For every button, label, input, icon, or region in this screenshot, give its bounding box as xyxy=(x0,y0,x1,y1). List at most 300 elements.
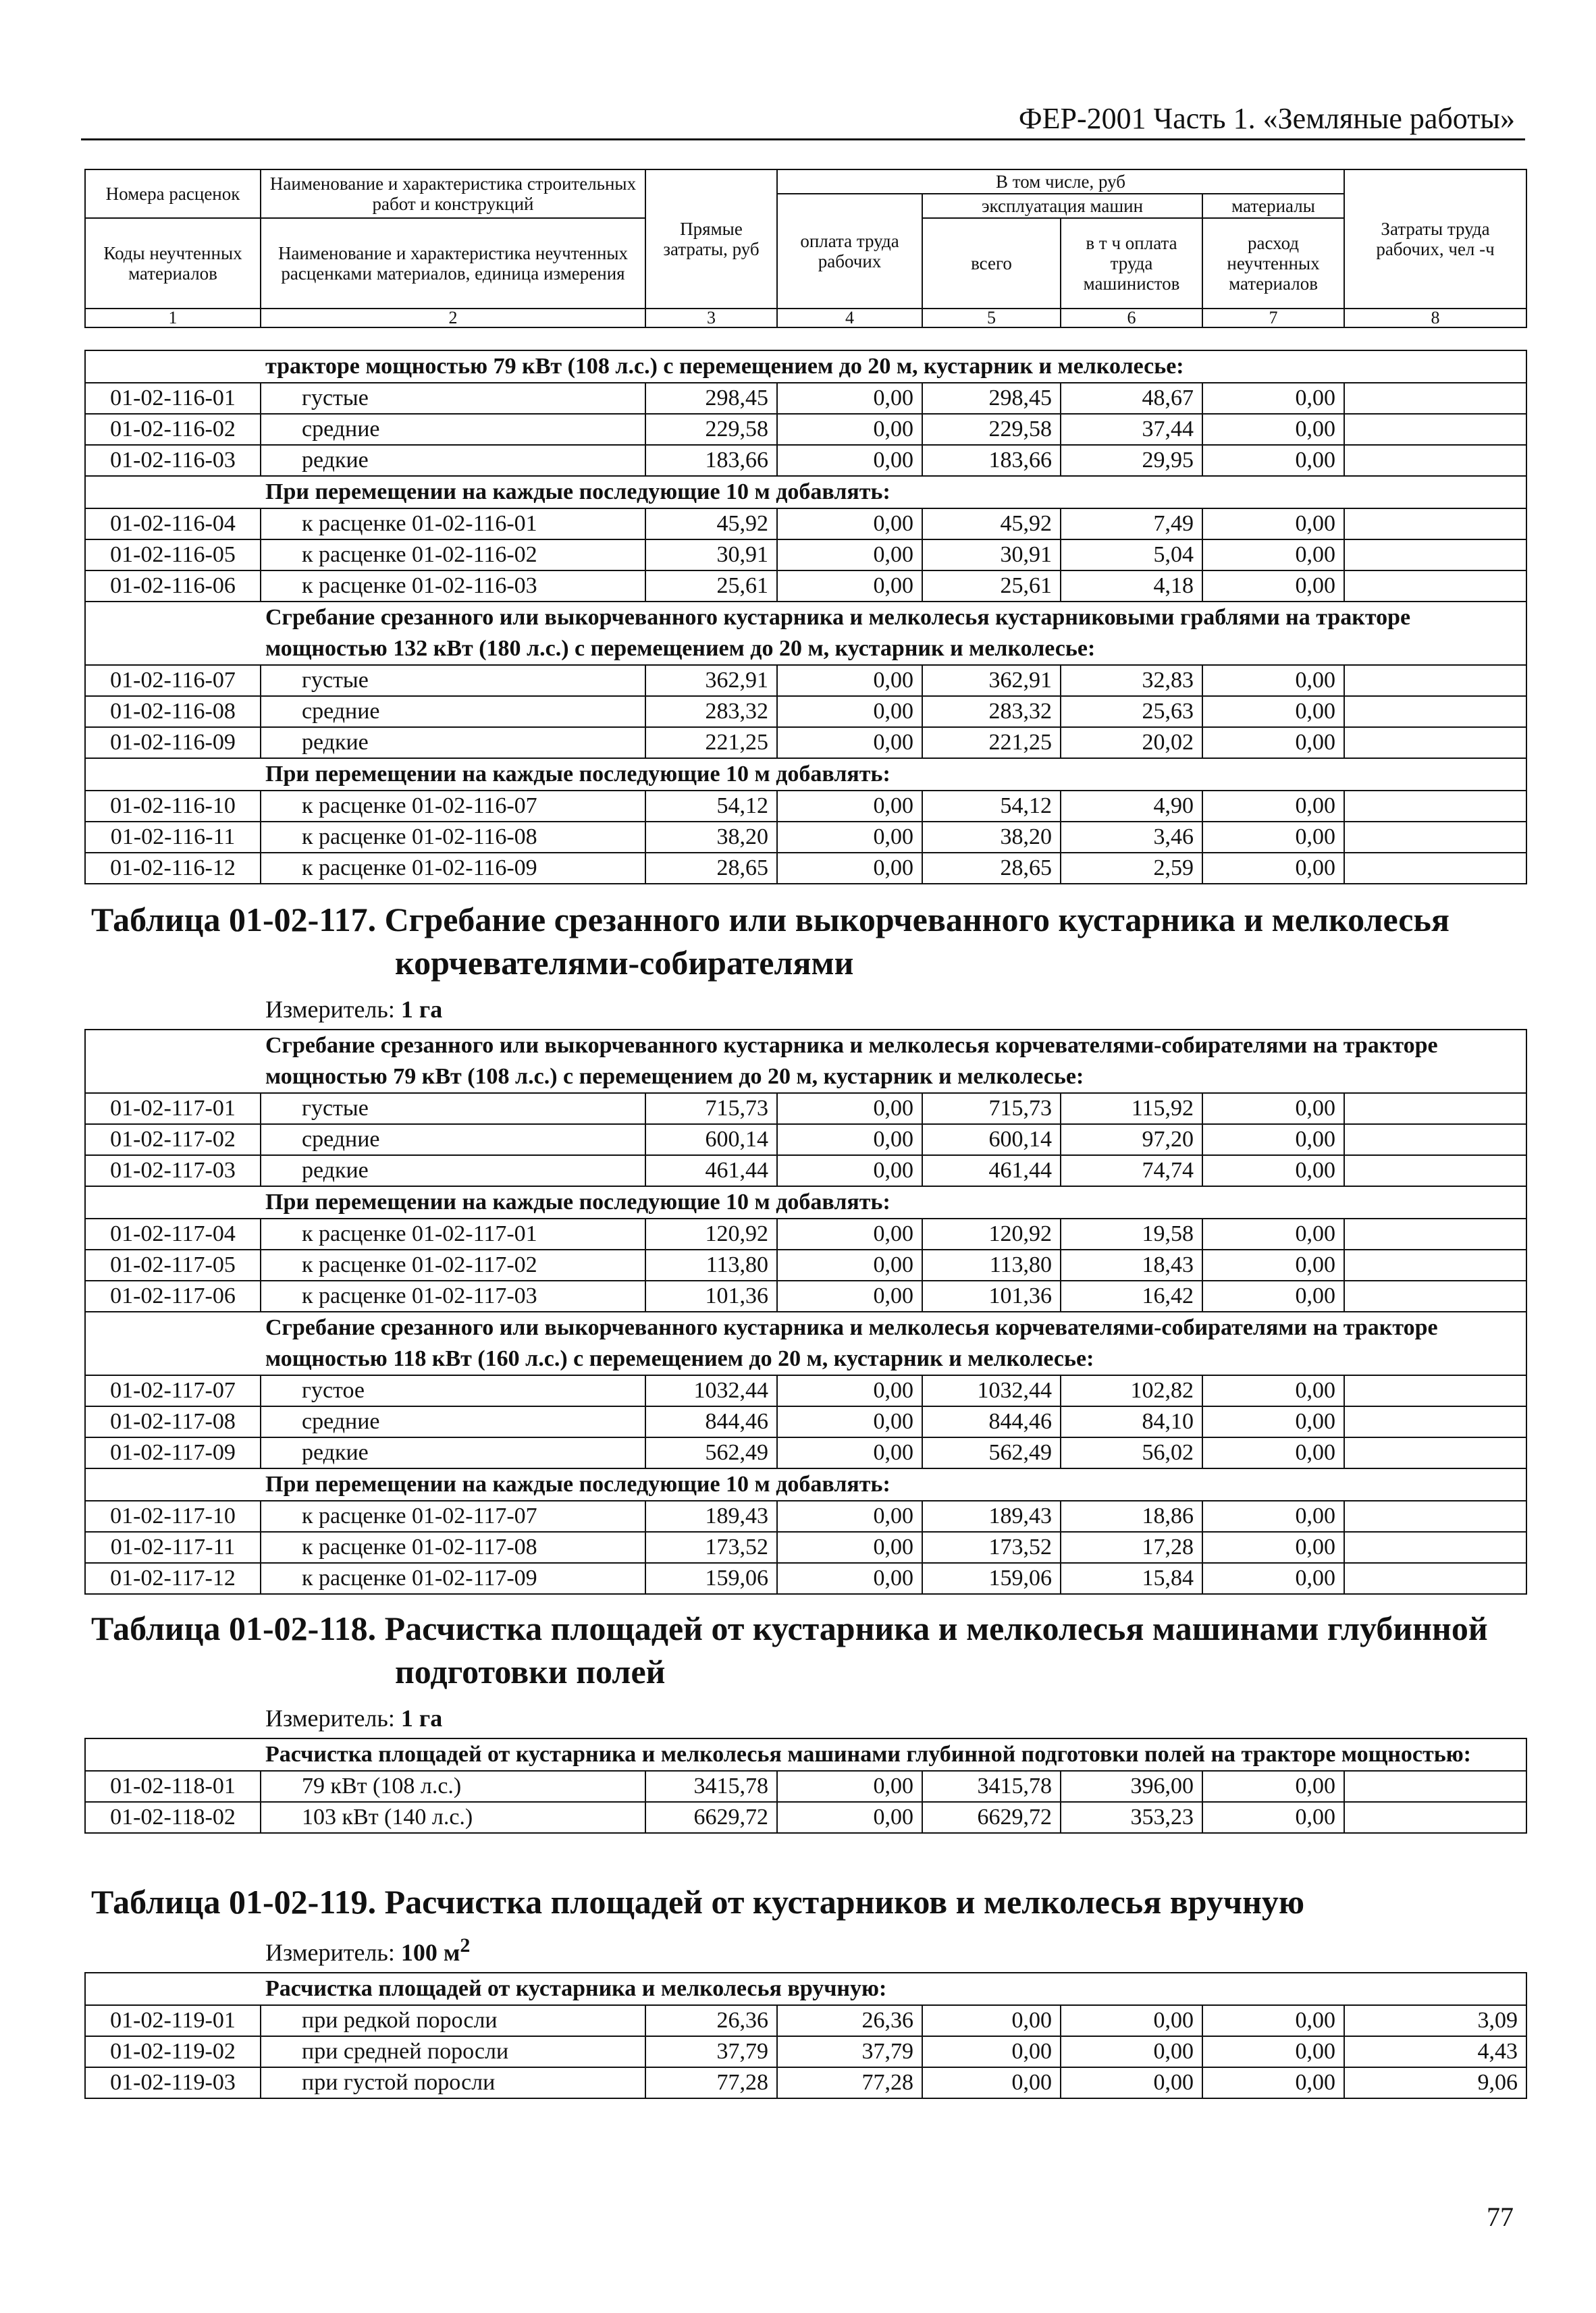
rate-name-cell: средние xyxy=(261,1124,645,1155)
labor-pay-cell: 0,00 xyxy=(777,1406,922,1437)
rates-table-118 xyxy=(84,1738,1527,1834)
labor-pay-cell: 0,00 xyxy=(777,570,922,602)
labor-pay-cell: 0,00 xyxy=(777,1124,922,1155)
table-116-block xyxy=(84,350,1526,884)
materials-cell: 0,00 xyxy=(1202,1406,1344,1437)
section-heading: Сгребание срезанного или выкорчеванного кустарника и мелколесья корчевателями-собирателями на тракторе мощностью 118 кВт (160 л.с.) с перемещением до 20 м, кустарник и мелколесье: xyxy=(85,1312,1526,1375)
section-heading-row xyxy=(85,1312,1526,1375)
labor-hours-cell xyxy=(1344,1406,1526,1437)
table-row xyxy=(85,1219,1526,1250)
materials-cell: 0,00 xyxy=(1202,1155,1344,1186)
labor-pay-cell: 0,00 xyxy=(777,383,922,414)
direct-cost-cell: 25,61 xyxy=(645,570,777,602)
unit-value: 1 га xyxy=(400,1705,443,1732)
table-row xyxy=(85,2067,1526,2098)
section-heading: тракторе мощностью 79 кВт (108 л.с.) с перемещением до 20 м, кустарник и мелколесье: xyxy=(85,350,1526,383)
section-heading: Сгребание срезанного или выкорчеванного кустарника и мелколесья корчевателями-собирателями на тракторе мощностью 79 кВт (108 л.с.) с перемещением до 20 м, кустарник и мелколесье: xyxy=(85,1030,1526,1093)
machinist-pay-cell: 0,00 xyxy=(1061,2036,1202,2067)
rate-code-cell: 01-02-116-03 xyxy=(85,445,261,476)
machinist-pay-cell: 396,00 xyxy=(1061,1771,1202,1802)
section-heading-row xyxy=(85,1973,1526,2005)
labor-hours-cell xyxy=(1344,1219,1526,1250)
table-row xyxy=(85,1250,1526,1281)
materials-cell: 0,00 xyxy=(1202,1771,1344,1802)
table-118-block xyxy=(84,1607,1526,1834)
machine-total-cell: 844,46 xyxy=(922,1406,1061,1437)
machinist-pay-cell: 29,95 xyxy=(1061,445,1202,476)
table-119-title-line1: Таблица 01-02-119. Расчистка площадей от кустарников и мелколесья вручную xyxy=(91,1883,1305,1921)
machinist-pay-cell: 3,46 xyxy=(1061,822,1202,853)
machine-total-cell: 183,66 xyxy=(922,445,1061,476)
rate-code-cell: 01-02-116-12 xyxy=(85,853,261,884)
labor-pay-cell: 0,00 xyxy=(777,822,922,853)
section-heading-row xyxy=(85,1030,1526,1093)
materials-cell: 0,00 xyxy=(1202,414,1344,445)
table-118-title xyxy=(84,1607,1526,1693)
table-119-block xyxy=(84,1880,1526,2099)
rate-name-cell: к расценке 01-02-117-02 xyxy=(261,1250,645,1281)
direct-cost-cell: 562,49 xyxy=(645,1437,777,1468)
table-117-title xyxy=(84,898,1526,984)
section-heading-row xyxy=(85,1186,1526,1219)
machine-total-cell: 159,06 xyxy=(922,1563,1061,1594)
machine-total-cell: 189,43 xyxy=(922,1501,1061,1532)
rate-code-cell: 01-02-116-06 xyxy=(85,570,261,602)
materials-cell: 0,00 xyxy=(1202,1437,1344,1468)
rates-table-119 xyxy=(84,1972,1527,2099)
materials-cell: 0,00 xyxy=(1202,791,1344,822)
table-row xyxy=(85,445,1526,476)
labor-pay-cell: 0,00 xyxy=(777,1281,922,1312)
rate-name-cell: редкие xyxy=(261,1155,645,1186)
section-heading: При перемещении на каждые последующие 10 м добавлять: xyxy=(85,1468,1526,1501)
section-heading-row xyxy=(85,476,1526,508)
labor-hours-cell xyxy=(1344,570,1526,602)
direct-cost-cell: 715,73 xyxy=(645,1093,777,1124)
labor-pay-cell: 0,00 xyxy=(777,1219,922,1250)
header-labor-costs: Затраты труда рабочих, чел -ч xyxy=(1344,169,1526,309)
labor-hours-cell xyxy=(1344,727,1526,758)
rate-code-cell: 01-02-116-02 xyxy=(85,414,261,445)
table-row xyxy=(85,696,1526,727)
labor-hours-cell xyxy=(1344,1155,1526,1186)
labor-hours-cell xyxy=(1344,1281,1526,1312)
rate-name-cell: густые xyxy=(261,1093,645,1124)
section-heading-row xyxy=(85,350,1526,383)
direct-cost-cell: 120,92 xyxy=(645,1219,777,1250)
direct-cost-cell: 298,45 xyxy=(645,383,777,414)
labor-hours-cell xyxy=(1344,1563,1526,1594)
header-divider xyxy=(81,138,1525,140)
table-row xyxy=(85,1771,1526,1802)
machinist-pay-cell: 56,02 xyxy=(1061,1437,1202,1468)
labor-pay-cell: 37,79 xyxy=(777,2036,922,2067)
materials-cell: 0,00 xyxy=(1202,2067,1344,2098)
machinist-pay-cell: 20,02 xyxy=(1061,727,1202,758)
labor-pay-cell: 26,36 xyxy=(777,2005,922,2036)
labor-pay-cell: 0,00 xyxy=(777,665,922,696)
machinist-pay-cell: 102,82 xyxy=(1061,1375,1202,1406)
machine-total-cell: 0,00 xyxy=(922,2005,1061,2036)
labor-hours-cell xyxy=(1344,1093,1526,1124)
labor-hours-cell: 4,43 xyxy=(1344,2036,1526,2067)
direct-cost-cell: 113,80 xyxy=(645,1250,777,1281)
direct-cost-cell: 37,79 xyxy=(645,2036,777,2067)
materials-cell: 0,00 xyxy=(1202,1250,1344,1281)
direct-cost-cell: 600,14 xyxy=(645,1124,777,1155)
labor-hours-cell xyxy=(1344,1501,1526,1532)
rate-name-cell: средние xyxy=(261,1406,645,1437)
machinist-pay-cell: 18,43 xyxy=(1061,1250,1202,1281)
rate-name-cell: редкие xyxy=(261,445,645,476)
direct-cost-cell: 283,32 xyxy=(645,696,777,727)
materials-cell: 0,00 xyxy=(1202,539,1344,570)
section-heading: При перемещении на каждые последующие 10 м добавлять: xyxy=(85,758,1526,791)
rate-code-cell: 01-02-117-12 xyxy=(85,1563,261,1594)
labor-hours-cell xyxy=(1344,696,1526,727)
rate-name-cell: к расценке 01-02-116-08 xyxy=(261,822,645,853)
table-header-block xyxy=(84,169,1526,328)
labor-hours-cell xyxy=(1344,1250,1526,1281)
machine-total-cell: 113,80 xyxy=(922,1250,1061,1281)
labor-pay-cell: 0,00 xyxy=(777,1375,922,1406)
materials-cell: 0,00 xyxy=(1202,1532,1344,1563)
section-heading-row xyxy=(85,1738,1526,1771)
machinist-pay-cell: 48,67 xyxy=(1061,383,1202,414)
table-row xyxy=(85,1093,1526,1124)
machinist-pay-cell: 32,83 xyxy=(1061,665,1202,696)
table-row xyxy=(85,1406,1526,1437)
direct-cost-cell: 26,36 xyxy=(645,2005,777,2036)
labor-hours-cell xyxy=(1344,414,1526,445)
column-number: 2 xyxy=(261,309,645,327)
machinist-pay-cell: 16,42 xyxy=(1061,1281,1202,1312)
rate-name-cell: средние xyxy=(261,414,645,445)
labor-pay-cell: 77,28 xyxy=(777,2067,922,2098)
machinist-pay-cell: 17,28 xyxy=(1061,1532,1202,1563)
labor-hours-cell xyxy=(1344,508,1526,539)
machinist-pay-cell: 0,00 xyxy=(1061,2005,1202,2036)
rate-code-cell: 01-02-116-10 xyxy=(85,791,261,822)
table-118-title-line2: подготовки полей xyxy=(395,1653,666,1691)
machinist-pay-cell: 7,49 xyxy=(1061,508,1202,539)
machine-total-cell: 38,20 xyxy=(922,822,1061,853)
machine-total-cell: 3415,78 xyxy=(922,1771,1061,1802)
materials-cell: 0,00 xyxy=(1202,445,1344,476)
machinist-pay-cell: 115,92 xyxy=(1061,1093,1202,1124)
rate-name-cell: к расценке 01-02-116-09 xyxy=(261,853,645,884)
table-118-unit xyxy=(84,1704,1526,1732)
table-row xyxy=(85,539,1526,570)
labor-hours-cell xyxy=(1344,445,1526,476)
section-heading: Расчистка площадей от кустарника и мелколесья машинами глубинной подготовки полей на тракторе мощностью: xyxy=(85,1738,1526,1771)
table-119-unit xyxy=(84,1934,1526,1967)
section-heading: Сгребание срезанного или выкорчеванного кустарника и мелколесья кустарниковыми граблями на тракторе мощностью 132 кВт (180 л.с.) с перемещением до 20 м, кустарник и мелколесье: xyxy=(85,602,1526,665)
labor-hours-cell xyxy=(1344,539,1526,570)
machine-total-cell: 1032,44 xyxy=(922,1375,1061,1406)
rate-code-cell: 01-02-117-03 xyxy=(85,1155,261,1186)
rates-table-116 xyxy=(84,350,1527,884)
column-number-row xyxy=(85,309,1526,327)
rate-name-cell: к расценке 01-02-117-01 xyxy=(261,1219,645,1250)
labor-pay-cell: 0,00 xyxy=(777,727,922,758)
labor-hours-cell: 9,06 xyxy=(1344,2067,1526,2098)
direct-cost-cell: 28,65 xyxy=(645,853,777,884)
machine-total-cell: 600,14 xyxy=(922,1124,1061,1155)
machine-total-cell: 45,92 xyxy=(922,508,1061,539)
table-row xyxy=(85,2036,1526,2067)
machinist-pay-cell: 18,86 xyxy=(1061,1501,1202,1532)
materials-cell: 0,00 xyxy=(1202,1219,1344,1250)
rate-code-cell: 01-02-116-01 xyxy=(85,383,261,414)
unit-label: Измеритель: xyxy=(265,996,395,1023)
header-materials: материалы xyxy=(1202,194,1344,218)
table-row xyxy=(85,727,1526,758)
machine-total-cell: 54,12 xyxy=(922,791,1061,822)
table-row xyxy=(85,1281,1526,1312)
machinist-pay-cell: 0,00 xyxy=(1061,2067,1202,2098)
rate-name-cell: к расценке 01-02-116-01 xyxy=(261,508,645,539)
header-machine-total: всего xyxy=(922,218,1061,309)
direct-cost-cell: 229,58 xyxy=(645,414,777,445)
materials-cell: 0,00 xyxy=(1202,822,1344,853)
column-number: 8 xyxy=(1344,309,1526,327)
rate-name-cell: 103 кВт (140 л.с.) xyxy=(261,1802,645,1833)
direct-cost-cell: 183,66 xyxy=(645,445,777,476)
rates-table-117 xyxy=(84,1029,1527,1595)
machine-total-cell: 715,73 xyxy=(922,1093,1061,1124)
rate-name-cell: при редкой поросли xyxy=(261,2005,645,2036)
direct-cost-cell: 189,43 xyxy=(645,1501,777,1532)
rate-code-cell: 01-02-117-09 xyxy=(85,1437,261,1468)
table-row xyxy=(85,791,1526,822)
table-119-title xyxy=(84,1880,1526,1923)
machine-total-cell: 461,44 xyxy=(922,1155,1061,1186)
labor-hours-cell xyxy=(1344,1375,1526,1406)
materials-cell: 0,00 xyxy=(1202,508,1344,539)
labor-hours-cell xyxy=(1344,1802,1526,1833)
unit-value: 1 га xyxy=(400,996,443,1023)
rate-code-cell: 01-02-116-08 xyxy=(85,696,261,727)
labor-pay-cell: 0,00 xyxy=(777,1802,922,1833)
table-row xyxy=(85,1532,1526,1563)
labor-pay-cell: 0,00 xyxy=(777,1155,922,1186)
machinist-pay-cell: 37,44 xyxy=(1061,414,1202,445)
machine-total-cell: 0,00 xyxy=(922,2036,1061,2067)
machine-total-cell: 283,32 xyxy=(922,696,1061,727)
rate-name-cell: к расценке 01-02-117-03 xyxy=(261,1281,645,1312)
column-number: 1 xyxy=(85,309,261,327)
rate-code-cell: 01-02-116-04 xyxy=(85,508,261,539)
materials-cell: 0,00 xyxy=(1202,1563,1344,1594)
materials-cell: 0,00 xyxy=(1202,2005,1344,2036)
labor-pay-cell: 0,00 xyxy=(777,1437,922,1468)
machinist-pay-cell: 2,59 xyxy=(1061,853,1202,884)
labor-hours-cell xyxy=(1344,1532,1526,1563)
materials-cell: 0,00 xyxy=(1202,383,1344,414)
table-117-block xyxy=(84,898,1526,1595)
direct-cost-cell: 362,91 xyxy=(645,665,777,696)
materials-cell: 0,00 xyxy=(1202,853,1344,884)
rate-code-cell: 01-02-119-03 xyxy=(85,2067,261,2098)
labor-hours-cell xyxy=(1344,1771,1526,1802)
machinist-pay-cell: 19,58 xyxy=(1061,1219,1202,1250)
section-heading: При перемещении на каждые последующие 10 м добавлять: xyxy=(85,476,1526,508)
table-row xyxy=(85,1375,1526,1406)
materials-cell: 0,00 xyxy=(1202,1501,1344,1532)
direct-cost-cell: 30,91 xyxy=(645,539,777,570)
page-number: 77 xyxy=(1487,2202,1514,2232)
rate-name-cell: к расценке 01-02-116-07 xyxy=(261,791,645,822)
rate-code-cell: 01-02-117-06 xyxy=(85,1281,261,1312)
direct-cost-cell: 45,92 xyxy=(645,508,777,539)
labor-pay-cell: 0,00 xyxy=(777,791,922,822)
rate-name-cell: 79 кВт (108 л.с.) xyxy=(261,1771,645,1802)
materials-cell: 0,00 xyxy=(1202,1281,1344,1312)
direct-cost-cell: 3415,78 xyxy=(645,1771,777,1802)
materials-cell: 0,00 xyxy=(1202,727,1344,758)
labor-pay-cell: 0,00 xyxy=(777,1250,922,1281)
rate-name-cell: к расценке 01-02-117-09 xyxy=(261,1563,645,1594)
labor-pay-cell: 0,00 xyxy=(777,1532,922,1563)
labor-pay-cell: 0,00 xyxy=(777,539,922,570)
machinist-pay-cell: 4,90 xyxy=(1061,791,1202,822)
section-heading-row xyxy=(85,758,1526,791)
table-row xyxy=(85,414,1526,445)
rate-code-cell: 01-02-117-02 xyxy=(85,1124,261,1155)
machine-total-cell: 0,00 xyxy=(922,2067,1061,2098)
machine-total-cell: 101,36 xyxy=(922,1281,1061,1312)
header-rate-numbers: Номера расценок xyxy=(85,169,261,218)
direct-cost-cell: 221,25 xyxy=(645,727,777,758)
labor-hours-cell xyxy=(1344,665,1526,696)
header-material-codes: Коды неучтенных материалов xyxy=(85,218,261,309)
labor-hours-cell xyxy=(1344,853,1526,884)
column-number: 5 xyxy=(922,309,1061,327)
table-row xyxy=(85,570,1526,602)
machine-total-cell: 120,92 xyxy=(922,1219,1061,1250)
direct-cost-cell: 159,06 xyxy=(645,1563,777,1594)
direct-cost-cell: 38,20 xyxy=(645,822,777,853)
machine-total-cell: 28,65 xyxy=(922,853,1061,884)
machine-total-cell: 25,61 xyxy=(922,570,1061,602)
rate-code-cell: 01-02-118-01 xyxy=(85,1771,261,1802)
table-row xyxy=(85,665,1526,696)
unit-value-text: 100 м xyxy=(400,1939,460,1966)
section-heading-row xyxy=(85,602,1526,665)
section-heading-row xyxy=(85,1468,1526,1501)
direct-cost-cell: 1032,44 xyxy=(645,1375,777,1406)
rate-code-cell: 01-02-117-08 xyxy=(85,1406,261,1437)
table-row xyxy=(85,1802,1526,1833)
machinist-pay-cell: 5,04 xyxy=(1061,539,1202,570)
materials-cell: 0,00 xyxy=(1202,1375,1344,1406)
rate-code-cell: 01-02-116-11 xyxy=(85,822,261,853)
table-row xyxy=(85,1155,1526,1186)
labor-hours-cell: 3,09 xyxy=(1344,2005,1526,2036)
machinist-pay-cell: 15,84 xyxy=(1061,1563,1202,1594)
rate-code-cell: 01-02-116-09 xyxy=(85,727,261,758)
materials-cell: 0,00 xyxy=(1202,570,1344,602)
direct-cost-cell: 844,46 xyxy=(645,1406,777,1437)
column-number: 3 xyxy=(645,309,777,327)
table-row xyxy=(85,508,1526,539)
materials-cell: 0,00 xyxy=(1202,1124,1344,1155)
table-row xyxy=(85,853,1526,884)
table-117-unit xyxy=(84,995,1526,1023)
direct-cost-cell: 101,36 xyxy=(645,1281,777,1312)
table-117-title-line1: Таблица 01-02-117. Сгребание срезанного или выкорчеванного кустарника и мелколесья xyxy=(91,901,1449,938)
rate-code-cell: 01-02-118-02 xyxy=(85,1802,261,1833)
materials-cell: 0,00 xyxy=(1202,1093,1344,1124)
rate-code-cell: 01-02-119-02 xyxy=(85,2036,261,2067)
rate-name-cell: редкие xyxy=(261,727,645,758)
materials-cell: 0,00 xyxy=(1202,1802,1344,1833)
machine-total-cell: 221,25 xyxy=(922,727,1061,758)
machine-total-cell: 30,91 xyxy=(922,539,1061,570)
labor-pay-cell: 0,00 xyxy=(777,1771,922,1802)
labor-pay-cell: 0,00 xyxy=(777,414,922,445)
rate-code-cell: 01-02-117-01 xyxy=(85,1093,261,1124)
direct-cost-cell: 461,44 xyxy=(645,1155,777,1186)
rate-code-cell: 01-02-117-10 xyxy=(85,1501,261,1532)
column-number: 4 xyxy=(777,309,922,327)
table-row xyxy=(85,1437,1526,1468)
machine-total-cell: 298,45 xyxy=(922,383,1061,414)
labor-pay-cell: 0,00 xyxy=(777,1563,922,1594)
machinist-pay-cell: 25,63 xyxy=(1061,696,1202,727)
header-material-description: Наименование и характеристика неучтенных расценками материалов, единица измерения xyxy=(261,218,645,309)
rate-code-cell: 01-02-117-05 xyxy=(85,1250,261,1281)
header-machinist-pay: в т ч оплата труда машинистов xyxy=(1061,218,1202,309)
rate-name-cell: к расценке 01-02-117-07 xyxy=(261,1501,645,1532)
labor-pay-cell: 0,00 xyxy=(777,1501,922,1532)
labor-pay-cell: 0,00 xyxy=(777,696,922,727)
materials-cell: 0,00 xyxy=(1202,2036,1344,2067)
table-row xyxy=(85,1563,1526,1594)
rate-name-cell: при густой поросли xyxy=(261,2067,645,2098)
section-heading: При перемещении на каждые последующие 10 м добавлять: xyxy=(85,1186,1526,1219)
table-row xyxy=(85,383,1526,414)
rate-code-cell: 01-02-117-04 xyxy=(85,1219,261,1250)
machinist-pay-cell: 74,74 xyxy=(1061,1155,1202,1186)
column-header-table xyxy=(84,169,1527,328)
labor-pay-cell: 0,00 xyxy=(777,853,922,884)
table-117-title-line2: корчевателями-собирателями xyxy=(395,944,854,982)
machinist-pay-cell: 84,10 xyxy=(1061,1406,1202,1437)
direct-cost-cell: 77,28 xyxy=(645,2067,777,2098)
header-direct-costs: Прямые затраты, руб xyxy=(645,169,777,309)
rate-code-cell: 01-02-116-07 xyxy=(85,665,261,696)
unit-label: Измеритель: xyxy=(265,1939,395,1966)
labor-hours-cell xyxy=(1344,1124,1526,1155)
rate-code-cell: 01-02-117-07 xyxy=(85,1375,261,1406)
table-row xyxy=(85,1501,1526,1532)
header-machine-operation: эксплуатация машин xyxy=(922,194,1202,218)
machinist-pay-cell: 97,20 xyxy=(1061,1124,1202,1155)
labor-pay-cell: 0,00 xyxy=(777,1093,922,1124)
machinist-pay-cell: 4,18 xyxy=(1061,570,1202,602)
unit-label: Измеритель: xyxy=(265,1705,395,1732)
rate-name-cell: к расценке 01-02-117-08 xyxy=(261,1532,645,1563)
machine-total-cell: 562,49 xyxy=(922,1437,1061,1468)
machine-total-cell: 6629,72 xyxy=(922,1802,1061,1833)
rate-name-cell: средние xyxy=(261,696,645,727)
rate-code-cell: 01-02-116-05 xyxy=(85,539,261,570)
labor-hours-cell xyxy=(1344,822,1526,853)
machine-total-cell: 229,58 xyxy=(922,414,1061,445)
column-number: 7 xyxy=(1202,309,1344,327)
